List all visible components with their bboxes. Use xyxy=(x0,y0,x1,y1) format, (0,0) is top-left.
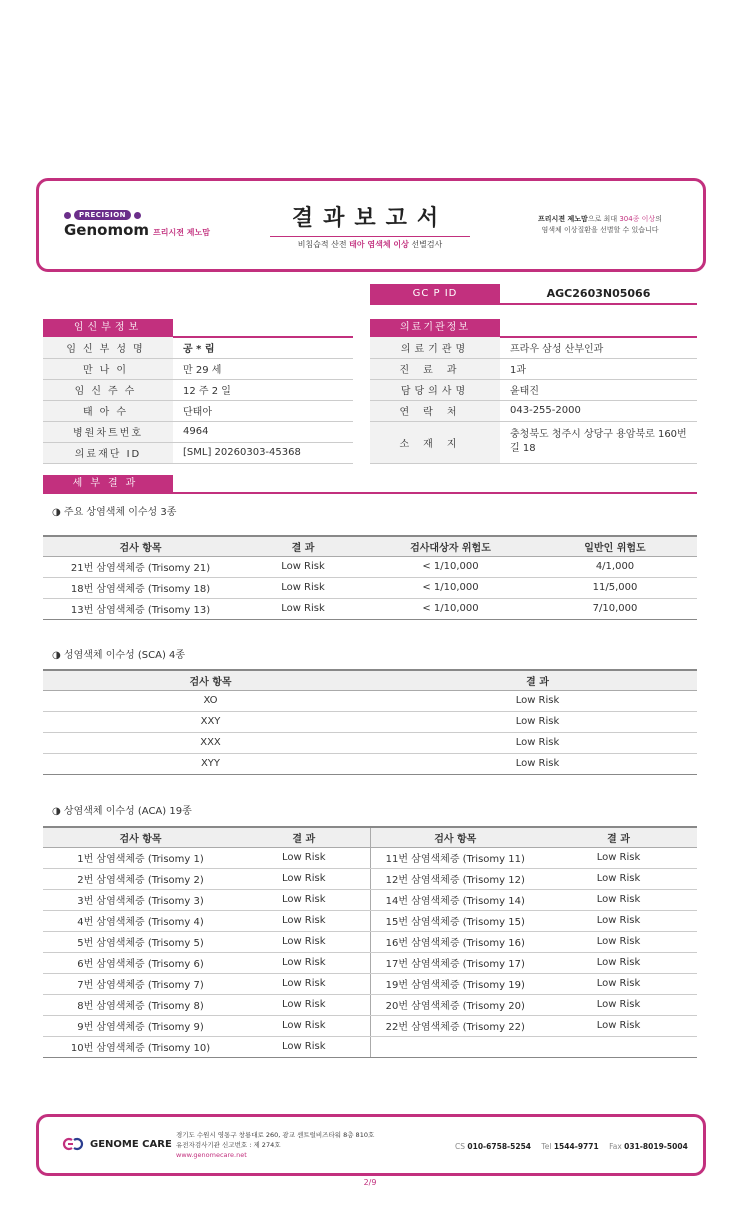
result: Low Risk xyxy=(238,577,368,598)
table-row xyxy=(43,337,353,358)
patient-label: 의료재단 ID xyxy=(43,442,173,463)
tagline-text: 의 xyxy=(655,215,662,223)
result: Low Risk xyxy=(238,931,370,952)
institution-label: 소재지 xyxy=(370,421,500,463)
test-item: 6번 삼염색체증 (Trisomy 6) xyxy=(43,952,238,973)
table-header-row xyxy=(43,536,697,556)
result: Low Risk xyxy=(238,952,370,973)
divider xyxy=(370,303,697,305)
institution-label: 진료과 xyxy=(370,358,500,379)
table-row xyxy=(43,442,353,463)
test-item: 21번 삼염색체증 (Trisomy 21) xyxy=(43,556,238,577)
column-header: 결 과 xyxy=(238,827,370,847)
result: Low Risk xyxy=(540,847,697,868)
table-row xyxy=(43,421,353,442)
fax-number: 031-8019-5004 xyxy=(624,1142,688,1151)
column-header: 결 과 xyxy=(378,670,697,690)
result: Low Risk xyxy=(378,711,697,732)
table-row xyxy=(43,889,697,910)
test-item: 13번 삼염색체증 (Trisomy 13) xyxy=(43,598,238,619)
divider xyxy=(43,492,697,494)
result: Low Risk xyxy=(540,931,697,952)
test-item: XXX xyxy=(43,732,378,753)
test-item: 2번 삼염색체증 (Trisomy 2) xyxy=(43,868,238,889)
tagline-text: 으로 최대 xyxy=(587,215,620,223)
table-row xyxy=(370,421,697,463)
test-item: 4번 삼염색체증 (Trisomy 4) xyxy=(43,910,238,931)
table-row xyxy=(43,556,697,577)
test-item: 10번 삼염색체증 (Trisomy 10) xyxy=(43,1036,238,1057)
cs-label: CS xyxy=(455,1142,465,1151)
subtitle-part: 비침습적 산전 xyxy=(297,240,350,249)
fax-label: Fax xyxy=(609,1142,622,1151)
column-header: 검사 항목 xyxy=(370,827,540,847)
table-row xyxy=(43,598,697,619)
result: Low Risk xyxy=(238,598,368,619)
result: Low Risk xyxy=(238,889,370,910)
subject-risk: < 1/10,000 xyxy=(368,598,533,619)
result: Low Risk xyxy=(378,753,697,774)
column-header: 일반인 위험도 xyxy=(533,536,697,556)
patient-label: 임신주수 xyxy=(43,379,173,400)
institution-value: 1과 xyxy=(500,358,697,379)
result: Low Risk xyxy=(540,952,697,973)
major-results-table xyxy=(43,535,697,620)
address-line: 경기도 수원시 영통구 창룡대로 260, 광교 센트럴비즈타워 8층 810호 xyxy=(176,1131,375,1139)
patient-heading: 임신부정보 xyxy=(43,319,173,337)
tel-label: Tel xyxy=(541,1142,552,1151)
brand-pill-label: PRECISION xyxy=(74,210,131,220)
license-line: 유전자검사기관 신고번호 : 제 274호 xyxy=(176,1141,281,1149)
table-row xyxy=(370,400,697,421)
institution-value: 043-255-2000 xyxy=(500,400,697,421)
test-item: 12번 삼염색체증 (Trisomy 12) xyxy=(370,868,540,889)
patient-label: 만나이 xyxy=(43,358,173,379)
brand-pill xyxy=(64,210,141,220)
test-item: 18번 삼염색체증 (Trisomy 18) xyxy=(43,577,238,598)
patient-value: 12 주 2 일 xyxy=(173,379,353,400)
test-item: 5번 삼염색체증 (Trisomy 5) xyxy=(43,931,238,952)
result: Low Risk xyxy=(540,889,697,910)
table-row xyxy=(43,711,697,732)
patient-value: 단태아 xyxy=(173,400,353,421)
tagline-text: 염색체 이상질환을 선별할 수 있습니다 xyxy=(541,226,659,234)
institution-value: 충청북도 청주시 상당구 용암북로 160번길 18 xyxy=(500,421,697,463)
general-risk: 4/1,000 xyxy=(533,556,697,577)
footer-address xyxy=(176,1130,374,1160)
test-item: 1번 삼염색체증 (Trisomy 1) xyxy=(43,847,238,868)
major-section-title: ◑ 주요 상염색체 이수성 3종 xyxy=(52,507,177,518)
tel-number: 1544-9771 xyxy=(553,1142,599,1151)
brand-dot-icon xyxy=(64,212,71,219)
page-number: 2/9 xyxy=(363,1178,377,1187)
result: Low Risk xyxy=(540,973,697,994)
test-item: 15번 삼염색체증 (Trisomy 15) xyxy=(370,910,540,931)
website-link[interactable]: www.genomecare.net xyxy=(176,1151,247,1159)
institution-label: 연락처 xyxy=(370,400,500,421)
column-header: 검사대상자 위험도 xyxy=(368,536,533,556)
table-row xyxy=(43,400,353,421)
test-item: 11번 삼염색체증 (Trisomy 11) xyxy=(370,847,540,868)
table-row xyxy=(370,358,697,379)
gcpid-value: AGC2603N05066 xyxy=(546,287,651,300)
table-row xyxy=(43,952,697,973)
aca-results-table xyxy=(43,826,697,1058)
table-row xyxy=(43,753,697,774)
patient-value: 4964 xyxy=(173,421,353,442)
test-item: XYY xyxy=(43,753,378,774)
table-row xyxy=(43,931,697,952)
test-item: 22번 삼염색체증 (Trisomy 22) xyxy=(370,1015,540,1036)
details-heading: 세부결과 xyxy=(43,475,173,493)
institution-label: 담당의사명 xyxy=(370,379,500,400)
test-item: XO xyxy=(43,690,378,711)
patient-label: 임신부성명 xyxy=(43,337,173,358)
table-row xyxy=(43,910,697,931)
column-header: 검사 항목 xyxy=(43,827,238,847)
result: Low Risk xyxy=(540,1015,697,1036)
result: Low Risk xyxy=(378,690,697,711)
footer-logo xyxy=(60,1137,172,1151)
institution-label: 의료기관명 xyxy=(370,337,500,358)
sca-section-title: ◑ 성염색체 이수성 (SCA) 4종 xyxy=(52,650,186,661)
tagline-brand: 프리시젼 제노맘 xyxy=(538,215,588,223)
result: Low Risk xyxy=(238,847,370,868)
table-row xyxy=(43,847,697,868)
table-row xyxy=(43,973,697,994)
table-row xyxy=(43,994,697,1015)
table-row xyxy=(43,1036,697,1057)
brand-logo xyxy=(64,221,210,239)
cs-number: 010-6758-5254 xyxy=(467,1142,532,1151)
test-item: 14번 삼염색체증 (Trisomy 14) xyxy=(370,889,540,910)
tagline-highlight: 304종 이상 xyxy=(619,215,656,223)
test-item: 9번 삼염색체증 (Trisomy 9) xyxy=(43,1015,238,1036)
table-row xyxy=(43,868,697,889)
table-header-row xyxy=(43,827,697,847)
table-row xyxy=(370,337,697,358)
patient-label: 병원차트번호 xyxy=(43,421,173,442)
table-row xyxy=(43,1015,697,1036)
table-row xyxy=(43,690,697,711)
result: Low Risk xyxy=(238,1015,370,1036)
result: Low Risk xyxy=(540,868,697,889)
institution-info-table xyxy=(370,337,697,464)
test-item: 7번 삼염색체증 (Trisomy 7) xyxy=(43,973,238,994)
result: Low Risk xyxy=(238,910,370,931)
patient-label: 태아수 xyxy=(43,400,173,421)
aca-section-title: ◑ 상염색체 이수성 (ACA) 19종 xyxy=(52,806,192,817)
sca-results-table xyxy=(43,669,697,775)
result: Low Risk xyxy=(238,973,370,994)
brand-name: Genomom xyxy=(64,221,150,239)
test-item: 19번 삼염색체증 (Trisomy 19) xyxy=(370,973,540,994)
table-header-row xyxy=(43,670,697,690)
result: Low Risk xyxy=(540,994,697,1015)
result: Low Risk xyxy=(238,1036,370,1057)
table-row xyxy=(43,379,353,400)
test-item: 3번 삼염색체증 (Trisomy 3) xyxy=(43,889,238,910)
report-subtitle xyxy=(270,236,470,250)
institution-value: 프라우 삼성 산부인과 xyxy=(500,337,697,358)
column-header: 결 과 xyxy=(238,536,368,556)
table-row xyxy=(43,577,697,598)
test-item: 16번 삼염색체증 (Trisomy 16) xyxy=(370,931,540,952)
result xyxy=(540,1036,697,1057)
result: Low Risk xyxy=(238,994,370,1015)
subject-risk: < 1/10,000 xyxy=(368,556,533,577)
table-row xyxy=(43,732,697,753)
genome-care-logo-icon xyxy=(60,1137,86,1151)
patient-value: [SML] 20260303-45368 xyxy=(173,442,353,463)
table-row xyxy=(43,358,353,379)
result: Low Risk xyxy=(540,910,697,931)
column-header: 검사 항목 xyxy=(43,670,378,690)
footer-logo-text: GENOME CARE xyxy=(90,1138,172,1150)
subtitle-highlight: 태아 염색체 이상 xyxy=(349,240,409,249)
subject-risk: < 1/10,000 xyxy=(368,577,533,598)
general-risk: 7/10,000 xyxy=(533,598,697,619)
table-row xyxy=(370,379,697,400)
result: Low Risk xyxy=(238,556,368,577)
test-item: 8번 삼염색체증 (Trisomy 8) xyxy=(43,994,238,1015)
gcpid-label: GC P ID xyxy=(370,284,500,304)
result: Low Risk xyxy=(378,732,697,753)
test-item: 17번 삼염색체증 (Trisomy 17) xyxy=(370,952,540,973)
column-header: 검사 항목 xyxy=(43,536,238,556)
test-item: 20번 삼염색체증 (Trisomy 20) xyxy=(370,994,540,1015)
brand-sub: 프리시젼 제노맘 xyxy=(153,228,210,237)
institution-heading: 의료기관정보 xyxy=(370,319,500,337)
patient-value: 공 * 림 xyxy=(173,337,353,358)
patient-info-table xyxy=(43,337,353,464)
tagline xyxy=(520,214,680,236)
footer-contacts xyxy=(455,1142,688,1151)
result: Low Risk xyxy=(238,868,370,889)
brand-dot-icon xyxy=(134,212,141,219)
report-title: 결과보고서 xyxy=(291,206,449,231)
general-risk: 11/5,000 xyxy=(533,577,697,598)
subtitle-part: 선별검사 xyxy=(408,240,443,249)
institution-value: 윤태진 xyxy=(500,379,697,400)
patient-value: 만 29 세 xyxy=(173,358,353,379)
test-item: XXY xyxy=(43,711,378,732)
test-item xyxy=(370,1036,540,1057)
column-header: 결 과 xyxy=(540,827,697,847)
